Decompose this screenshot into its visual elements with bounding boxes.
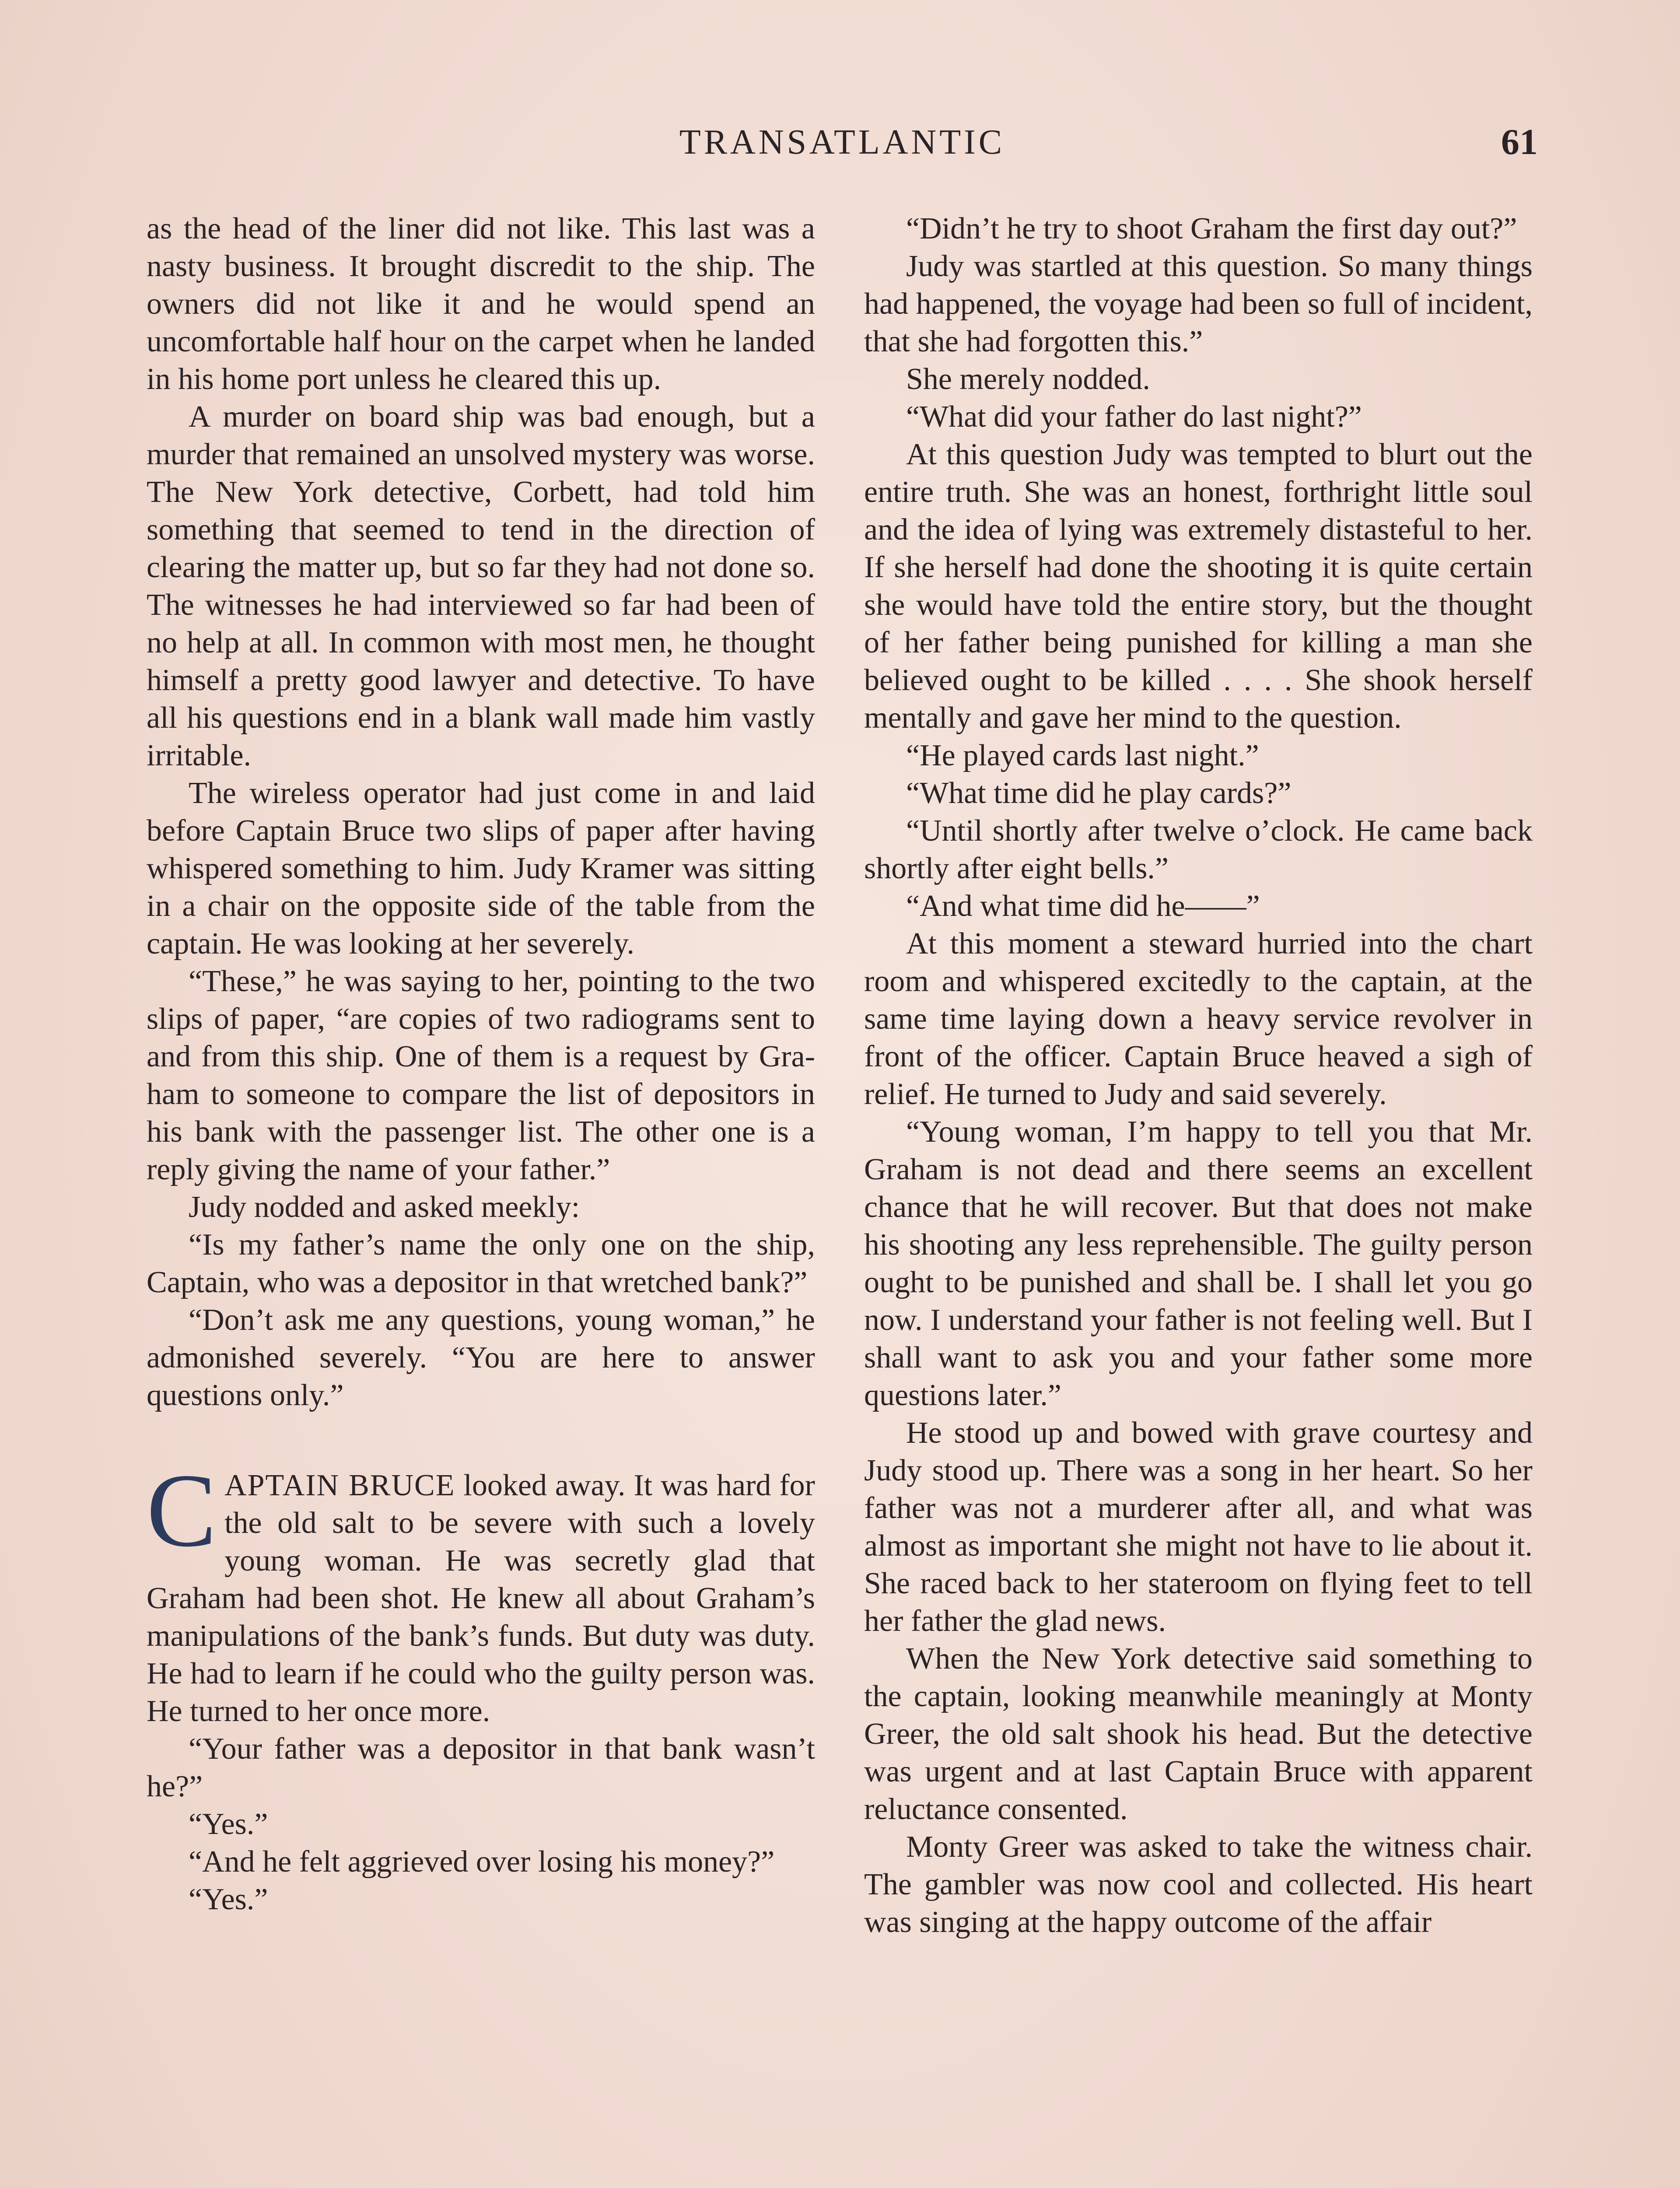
paragraph: A murder on board ship was bad enough, but a murder that remained an unsolved mystery was worse. The New York detective, Corbett, had told him something that seemed to tend in the direction of clearing the matter up, but so far they had not done so. The witnesses he had interviewed so far had been of no help at all. In common with most men, he thought himself a pretty good lawyer and detective. To have all his questions end in a blank wall made him vastly irritable. xyxy=(147,400,815,772)
right-column xyxy=(864,210,1533,2188)
left-column xyxy=(147,210,815,2188)
section-opening-paragraph xyxy=(147,1452,815,1730)
paragraph: At this question Judy was tempted to blurt out the entire truth. She was an honest, forthright little soul and the idea of lying was extremely distasteful to her. If she herself had done the shooting it is quite certain she would have told the entire story, but the thought of her father being punished for killing a man she believed ought to be killed . . . . She shook herself mentally and gave her mind to the question. xyxy=(864,438,1533,735)
paragraph: “And he felt aggrieved over losing his money?” xyxy=(189,1845,775,1879)
paragraph: “Yes.” xyxy=(189,1807,268,1841)
paragraph: “He played cards last night.” xyxy=(906,739,1259,772)
paragraph: “Until shortly after twelve o’clock. He came back shortly after eight bells.” xyxy=(864,814,1533,885)
running-title: TRANSATLANTIC xyxy=(679,123,1005,161)
paragraph: as the head of the liner did not like. This last was a nasty business. It brought discredit to the ship. The owners did not like it and he would spend an uncomfortable half hour on the carpet when he landed in his home port unless he cleared this up. xyxy=(147,212,815,396)
paragraph: Judy nodded and asked meekly: xyxy=(189,1190,580,1224)
paragraph: “And what time did he——” xyxy=(906,889,1260,923)
paragraph: At this moment a steward hurried into the chart room and whispered excitedly to the captain, at the same time laying down a heavy service revolver in front of the officer. Captain Bruce heaved a sigh of relief. He turned to Judy and said severely. xyxy=(864,927,1533,1111)
paragraph: He stood up and bowed with grave courtesy and Judy stood up. There was a song in her heart. So her father was not a murderer after all, and what was almost as important she might not have to lie about it. She raced back to her stateroom on flying feet to tell her father the glad news. xyxy=(864,1416,1533,1638)
paragraph: The wireless operator had just come in and laid before Captain Bruce two slips of paper after having whispered something to him. Judy Kramer was sitting in a chair on the opposite side of the table from the captain. He was looking at her severely. xyxy=(147,776,815,961)
section-text: looked away. It was hard for the old salt to be severe with such a lovely young woman. He was secretly glad that Graham had been shot. He knew all about Graham’s manipulations of the bank’s funds. But duty was duty. He had to learn if he could who the guilty person was. He turned to her once more. xyxy=(147,1469,815,1728)
page-number: 61 xyxy=(1501,122,1538,162)
small-caps-lead: APTAIN BRUCE xyxy=(224,1469,455,1502)
paragraph: “What did your father do last night?” xyxy=(906,400,1362,434)
paragraph: “Your father was a depositor in that bank wasn’t he?” xyxy=(147,1732,815,1803)
paragraph: When the New York detective said something to the captain, looking meanwhile meaningly at Monty Greer, the old salt shook his head. But the detective was urgent and at last Captain Bruce with apparent reluctance consented. xyxy=(864,1642,1533,1826)
drop-cap: C xyxy=(147,1452,217,1568)
paragraph: “These,” he was saying to her, pointing to the two slips of paper, “are copies of two radiograms sent to and from this ship. One of them is a request by Graham to someone to compare the list of depositors in his bank with the passenger list. The other one is a reply giving the name of your father.” xyxy=(147,964,815,1186)
paragraph: “Young woman, I’m happy to tell you that Mr. Graham is not dead and there seems an excellent chance that he will recover. But that does not make his shooting any less reprehensible. The guilty person ought to be punished and shall be. I shall let you go now. I understand your father is not feeling well. But I shall want to ask you and your father some more questions later.” xyxy=(864,1115,1533,1412)
paragraph: “Yes.” xyxy=(189,1883,268,1916)
paragraph: “What time did he play cards?” xyxy=(906,776,1292,810)
paragraph: “Don’t ask me any questions, young woman,” he admonished severely. “You are here to answer questions only.” xyxy=(147,1303,815,1412)
paragraph: Judy was startled at this question. So many things had happened, the voyage had been so full of incident, that she had forgotten this.” xyxy=(864,249,1533,358)
page-header xyxy=(147,118,1538,171)
paragraph: “Is my father’s name the only one on the ship, Captain, who was a depositor in that wretched bank?” xyxy=(147,1228,815,1299)
paragraph: She merely nodded. xyxy=(906,362,1150,396)
paragraph: Monty Greer was asked to take the witness chair. The gambler was now cool and collected. His heart was singing at the happy outcome of the affair xyxy=(864,1830,1533,1939)
paragraph: “Didn’t he try to shoot Graham the first day out?” xyxy=(906,212,1517,245)
